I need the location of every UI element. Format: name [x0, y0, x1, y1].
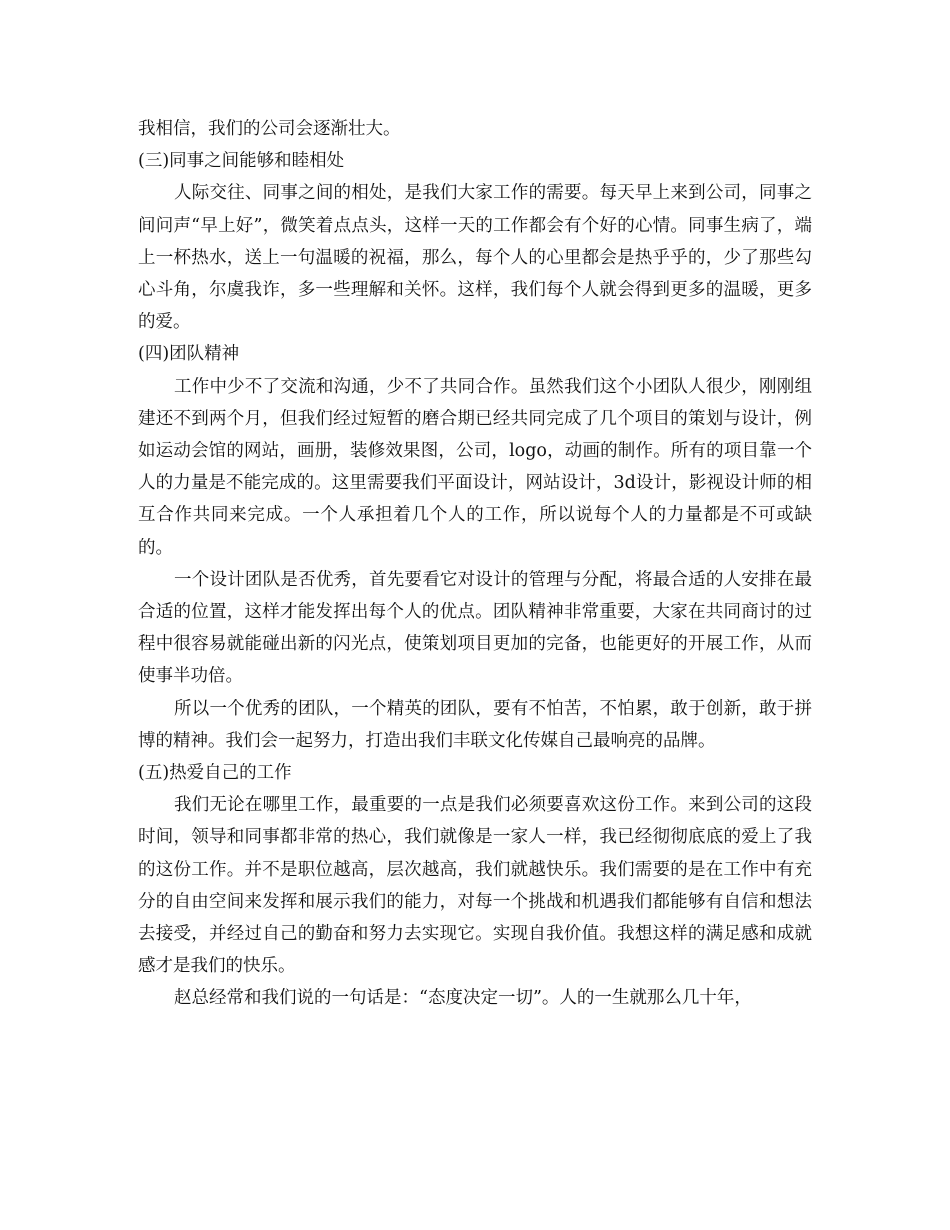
section-heading: (三)同事之间能够和睦相处 — [138, 151, 345, 172]
body-paragraph: 工作中少不了交流和沟通，少不了共同合作。虽然我们这个小团队人很少，刚刚组建还不到两个月，但我们经过短暂的磨合期已经共同完成了几个项目的策划与设计，例如运动会馆的网站，画册，装修效果图，公司，logo，动画的制作。所有的项目靠一个人的力量是不能完成的。这里需要我们平面设计，网站设计，3d设计，影视设计师的相互合作共同来完成。一个人承担着几个人的工作，所以说每个人的力量都是不可或缺的。 — [138, 376, 812, 558]
document-page — [138, 113, 812, 1015]
body-paragraph: 所以一个优秀的团队，一个精英的团队，要有不怕苦，不怕累，敢于创新，敢于拼博的精神。我们会一起努力，打造出我们丰联文化传媒自己最响亮的品牌。 — [138, 698, 812, 751]
section-heading: (五)热爱自己的工作 — [138, 763, 292, 784]
body-paragraph: 一个设计团队是否优秀，首先要看它对设计的管理与分配，将最合适的人安排在最合适的位置，这样才能发挥出每个人的优点。团队精神非常重要，大家在共同商讨的过程中很容易就能碰出新的闪光点，使策划项目更加的完备，也能更好的开展工作，从而使事半功倍。 — [138, 569, 812, 687]
body-paragraph: 人际交往、同事之间的相处，是我们大家工作的需要。每天早上来到公司，同事之间问声“早上好”，微笑着点点头，这样一天的工作都会有个好的心情。同事生病了，端上一杯热水，送上一句温暖的祝福，那么，每个人的心里都会是热乎乎的，少了那些勾心斗角，尔虞我诈，多一些理解和关怀。这样，我们每个人就会得到更多的温暖，更多的爱。 — [138, 183, 812, 333]
body-paragraph: 赵总经常和我们说的一句话是：“态度决定一切”。人的一生就那么几十年， — [174, 988, 752, 1009]
body-paragraph: 我相信，我们的公司会逐渐壮大。 — [138, 119, 401, 139]
body-paragraph: 我们无论在哪里工作，最重要的一点是我们必须要喜欢这份工作。来到公司的这段时间，领导和同事都非常的热心，我们就像是一家人一样，我已经彻彻底底的爱上了我的这份工作。并不是职位越高，层次越高，我们就越快乐。我们需要的是在工作中有充分的自由空间来发挥和展示我们的能力，对每一个挑战和机遇我们都能够有自信和想法去接受，并经过自己的勤奋和努力去实现它。实现自我价值。我想这样的满足感和成就感才是我们的快乐。 — [138, 795, 812, 977]
section-heading: (四)团队精神 — [138, 344, 240, 365]
